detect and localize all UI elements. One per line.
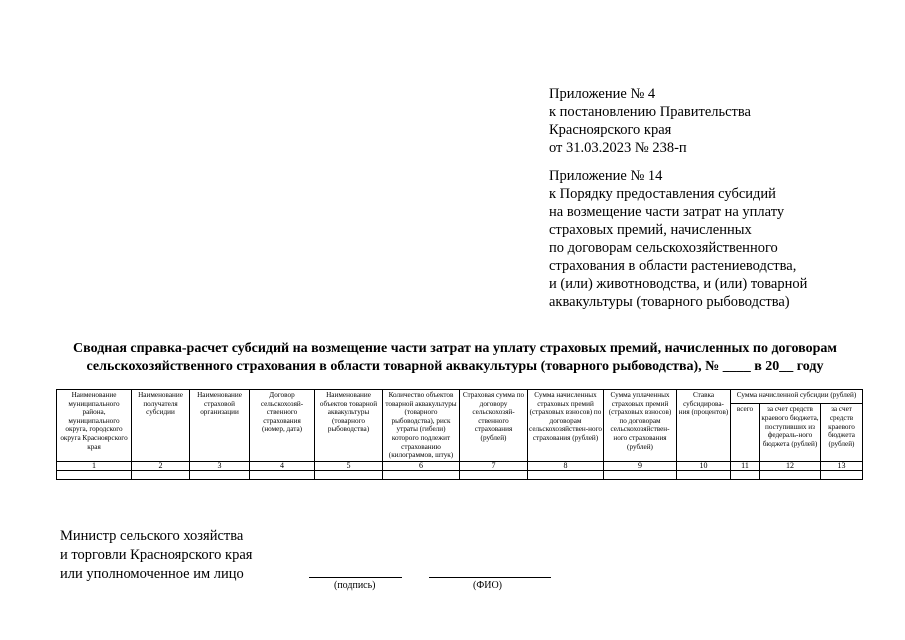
signature-line xyxy=(309,577,402,578)
appendix-line: страхования в области растениеводства, xyxy=(549,258,797,274)
empty-cell xyxy=(132,471,190,480)
sub-header-cell: за счет средств краевого бюджета (рублей) xyxy=(821,404,863,461)
empty-cell xyxy=(731,471,760,480)
signature-caption: (подпись) xyxy=(334,580,376,591)
empty-cell xyxy=(383,471,460,480)
appendix-line: страховых премий, начисленных xyxy=(549,222,752,238)
empty-cell xyxy=(821,471,863,480)
signatory-line: Министр сельского хозяйства xyxy=(60,528,244,544)
appendix-reference xyxy=(549,167,807,311)
column-number: 1 xyxy=(57,461,132,471)
header-cell: Договор сельскохозяй-ственного страхования (номер, дата) xyxy=(250,390,315,462)
empty-cell xyxy=(190,471,250,480)
header-cell: Страховая сумма по договору сельскохозяй-ственного страхования (рублей) xyxy=(460,390,528,462)
group-header-cell: Сумма начисленной субсидии (рублей) xyxy=(731,390,863,404)
signatory-line: или уполномоченное им лицо xyxy=(60,566,244,582)
empty-cell xyxy=(528,471,604,480)
header-cell: Сумма уплаченных страховых премий (страховых взносов) по договорам сельскохозяйствен-ного страхования (рублей) xyxy=(604,390,677,462)
column-number: 4 xyxy=(250,461,315,471)
appendix-line: от 31.03.2023 № 238-п xyxy=(549,140,687,156)
empty-cell xyxy=(677,471,731,480)
appendix-line: к Порядку предоставления субсидий xyxy=(549,186,776,202)
appendix-line: по договорам сельскохозяйственного xyxy=(549,240,778,256)
header-cell: Наименование получателя субсидии xyxy=(132,390,190,462)
column-number: 2 xyxy=(132,461,190,471)
column-number: 7 xyxy=(460,461,528,471)
appendix-line: аквакультуры (товарного рыбоводства) xyxy=(549,294,790,310)
signatory-position xyxy=(60,527,252,584)
column-number: 6 xyxy=(383,461,460,471)
empty-cell xyxy=(250,471,315,480)
empty-cell xyxy=(315,471,383,480)
empty-cell xyxy=(604,471,677,480)
name-caption: (ФИО) xyxy=(473,580,503,591)
header-cell: Ставка субсидирова-ния (процентов) xyxy=(677,390,731,462)
appendix-header xyxy=(549,85,751,157)
empty-cell xyxy=(760,471,821,480)
column-number: 8 xyxy=(528,461,604,471)
signatory-line: и торговли Красноярского края xyxy=(60,547,253,563)
appendix-line: к постановлению Правительства xyxy=(549,104,751,120)
title-line: сельскохозяйственного страхования в области товарной аквакультуры (товарного рыбоводства), № ____ в 20__ году xyxy=(86,359,824,374)
name-line xyxy=(429,577,551,578)
appendix-line: Приложение № 14 xyxy=(549,168,663,184)
sub-header-cell: за счет средств краевого бюджета, поступивших из федераль-ного бюджета (рублей) xyxy=(760,404,821,461)
header-cell: Количество объектов товарной аквакультуры (товарного рыбоводства), риск утраты (гибели) которого подлежит страхованию (килограммов, штук) xyxy=(383,390,460,462)
empty-cell xyxy=(460,471,528,480)
header-cell: Наименование объектов товарной аквакультуры (товарного рыбоводства) xyxy=(315,390,383,462)
header-cell: Наименование муниципального района, муниципального округа, городского округа Красноярского края xyxy=(57,390,132,462)
header-cell: Сумма начисленных страховых премий (страховых взносов) по договорам сельскохозяйствен-ного страхования (рублей) xyxy=(528,390,604,462)
title-line: Сводная справка-расчет субсидий на возмещение части затрат на уплату страховых премий, начисленных по договорам xyxy=(73,341,837,356)
column-number: 10 xyxy=(677,461,731,471)
header-cell: Наименование страховой организации xyxy=(190,390,250,462)
subsidy-table xyxy=(56,389,863,480)
column-number: 9 xyxy=(604,461,677,471)
document-title xyxy=(40,340,870,376)
appendix-line: Красноярского края xyxy=(549,122,672,138)
column-number: 11 xyxy=(731,461,760,471)
empty-cell xyxy=(57,471,132,480)
empty-data-row xyxy=(57,471,863,480)
column-number: 13 xyxy=(821,461,863,471)
sub-header-cell: всего xyxy=(731,404,760,461)
column-number: 3 xyxy=(190,461,250,471)
appendix-line: Приложение № 4 xyxy=(549,86,656,102)
column-number: 5 xyxy=(315,461,383,471)
column-number: 12 xyxy=(760,461,821,471)
appendix-line: на возмещение части затрат на уплату xyxy=(549,204,785,220)
appendix-line: и (или) животноводства, и (или) товарной xyxy=(549,276,808,292)
